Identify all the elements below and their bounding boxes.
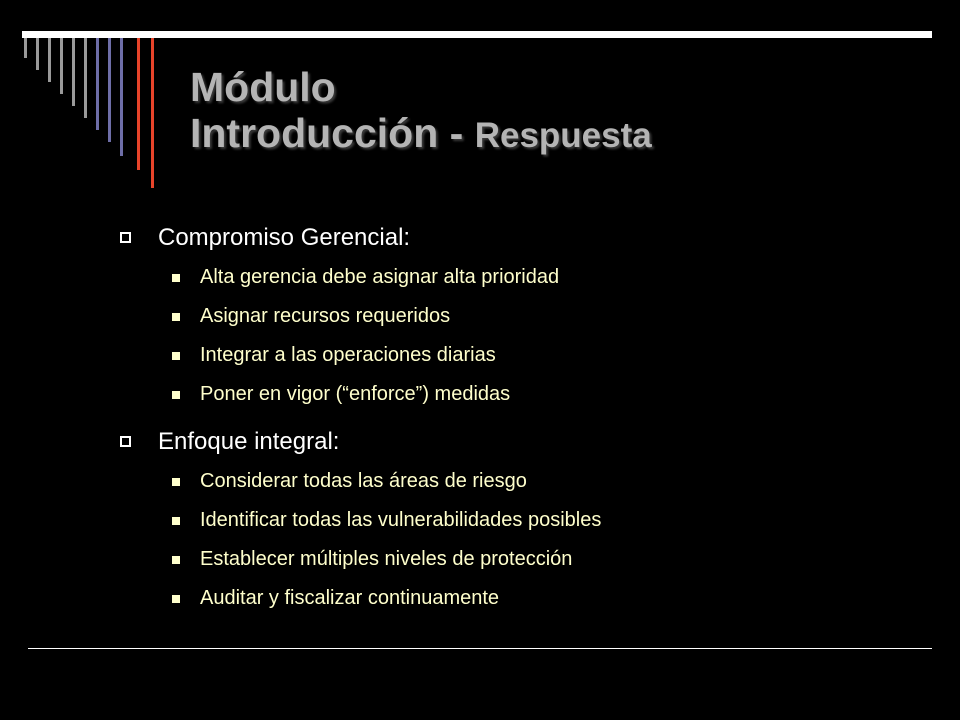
stripe <box>96 38 99 130</box>
section-label: Compromiso Gerencial: <box>158 224 411 251</box>
slide-content <box>120 218 940 618</box>
list-item-text: Integrar a las operaciones diarias <box>200 344 496 366</box>
square-bullet-icon <box>172 478 180 486</box>
hollow-square-bullet-icon <box>120 436 131 447</box>
square-bullet-icon <box>172 517 180 525</box>
list-item <box>120 297 940 336</box>
square-bullet-icon <box>172 352 180 360</box>
square-bullet-icon <box>172 391 180 399</box>
title-line-1: Módulo <box>190 64 336 110</box>
list-item <box>120 258 940 297</box>
stripe <box>48 38 51 82</box>
list-item <box>120 501 940 540</box>
stripe <box>108 38 111 142</box>
stripe <box>36 38 39 70</box>
square-bullet-icon <box>172 313 180 321</box>
title-sub: Respuesta <box>474 116 652 155</box>
bottom-rule <box>28 648 932 649</box>
stripe <box>137 38 140 170</box>
spacer <box>120 414 940 422</box>
title-main: Introducción - <box>190 110 475 156</box>
list-item-text: Alta gerencia debe asignar alta prioridad <box>200 266 560 288</box>
list-item <box>120 462 940 501</box>
list-item <box>120 375 940 414</box>
list-item-text: Auditar y fiscalizar continuamente <box>200 587 500 609</box>
section-label: Enfoque integral: <box>158 428 340 455</box>
list-item-text: Establecer múltiples niveles de protección <box>200 548 573 570</box>
list-item <box>120 579 940 618</box>
hollow-square-bullet-icon <box>120 232 131 243</box>
list-item-text: Identificar todas las vulnerabilidades posibles <box>200 509 602 531</box>
stripe <box>60 38 63 94</box>
list-item <box>120 540 940 579</box>
section-heading <box>120 422 940 462</box>
section-heading <box>120 218 940 258</box>
top-rule <box>22 31 932 38</box>
slide-title <box>190 64 652 159</box>
list-item-text: Considerar todas las áreas de riesgo <box>200 470 527 492</box>
list-item-text: Poner en vigor (“enforce”) medidas <box>200 383 511 405</box>
stripe <box>24 38 27 58</box>
stripe <box>72 38 75 106</box>
square-bullet-icon <box>172 556 180 564</box>
list-item <box>120 336 940 375</box>
title-line-2 <box>190 110 652 159</box>
stripe <box>151 38 154 188</box>
square-bullet-icon <box>172 274 180 282</box>
square-bullet-icon <box>172 595 180 603</box>
stripe <box>84 38 87 118</box>
stripe <box>120 38 123 156</box>
list-item-text: Asignar recursos requeridos <box>200 305 451 327</box>
